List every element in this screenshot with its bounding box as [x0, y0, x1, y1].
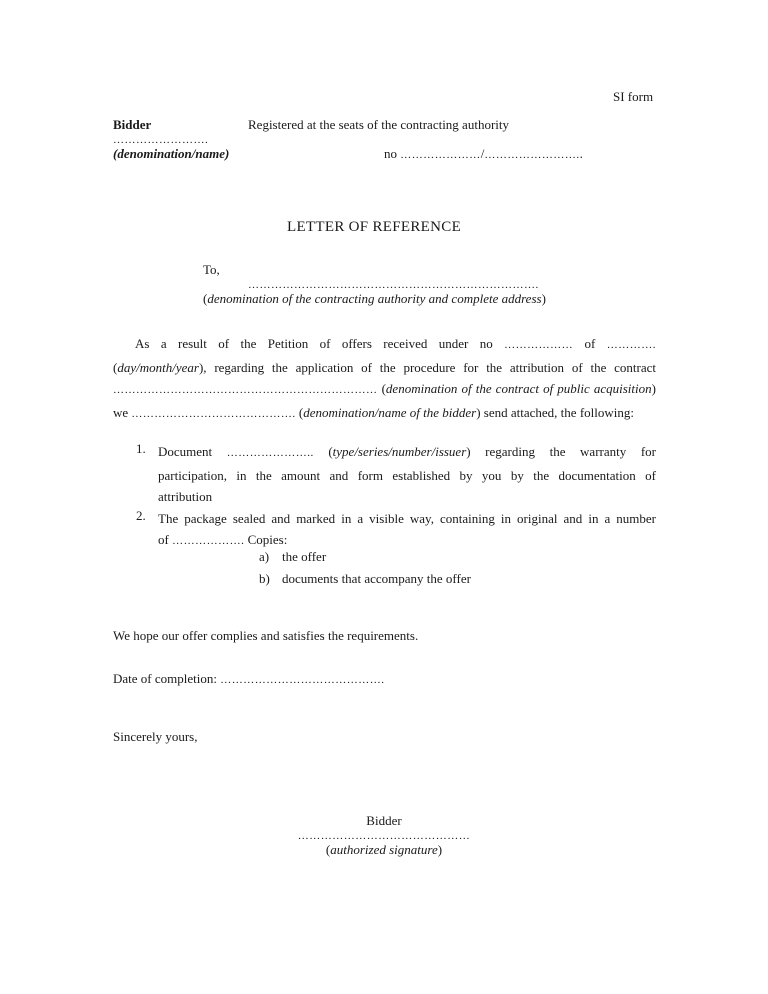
page-title: LETTER OF REFERENCE — [287, 219, 462, 235]
signature-hint: (authorized signature) — [325, 842, 443, 857]
addressee-hint: (denomination of the contracting authority and complete address) — [203, 291, 546, 306]
date-dots: ……………………………………. — [220, 674, 385, 686]
no-separator: / — [480, 146, 485, 161]
no-dots-1: ………………… — [400, 149, 481, 161]
closing-sincerely: Sincerely yours, — [113, 729, 198, 744]
form-code: SI form — [613, 89, 654, 104]
bidder-hint: (denomination/name) — [113, 146, 230, 161]
body-line-2: (day/month/year), regarding the application of the procedure for the attribution of the contract — [113, 359, 656, 375]
signature-dots: ……………………………………… — [297, 830, 471, 842]
sub-list-item: a) the offer — [259, 549, 327, 564]
date-of-completion: Date of completion: ……………………………………. — [113, 671, 385, 686]
list-item-number: 1. — [136, 441, 146, 456]
no-dots-2: ……………………. — [484, 149, 580, 161]
body-paragraph — [113, 333, 656, 425]
list-item-number: 2. — [136, 507, 146, 523]
addressee-to: To, — [203, 262, 220, 277]
closing-hope: We hope our offer complies and satisfies the requirements. — [113, 628, 419, 643]
registration-number — [384, 146, 583, 163]
no-label: no — [384, 146, 397, 161]
body-line-4: we ……………………………………. (denomination/name of the bidder) send attached, the following: — [113, 404, 634, 420]
sub-list-item: b) documents that accompany the offer — [259, 571, 471, 586]
bidder-dots: ……………………. — [113, 134, 209, 146]
attachments-list — [113, 441, 656, 553]
body-line-3: …………………………………………………………… (denomination of the contract of public acquisition) — [113, 381, 656, 396]
bidder-label: Bidder — [113, 117, 152, 132]
list-item: 1. Document ………………….. (type/series/number/issuer) regarding the warranty for participation, in the amount and form established by you by the documentation of attribution — [136, 441, 656, 504]
addressee-dots: …………………………………………………………………. — [248, 279, 539, 291]
addressee-hint-text: denomination of the contracting authority and complete address — [207, 291, 542, 306]
signature-label: Bidder — [366, 813, 402, 828]
list-item: 2. The package sealed and marked in a visible way, containing in original and in a number of ………………. Copies: — [136, 507, 656, 547]
registered-text: Registered at the seats of the contracting authority — [248, 117, 509, 132]
no-end: . — [579, 146, 583, 161]
body-line-1: As a result of the Petition of offers received under no ……………… of …………. — [135, 336, 657, 351]
